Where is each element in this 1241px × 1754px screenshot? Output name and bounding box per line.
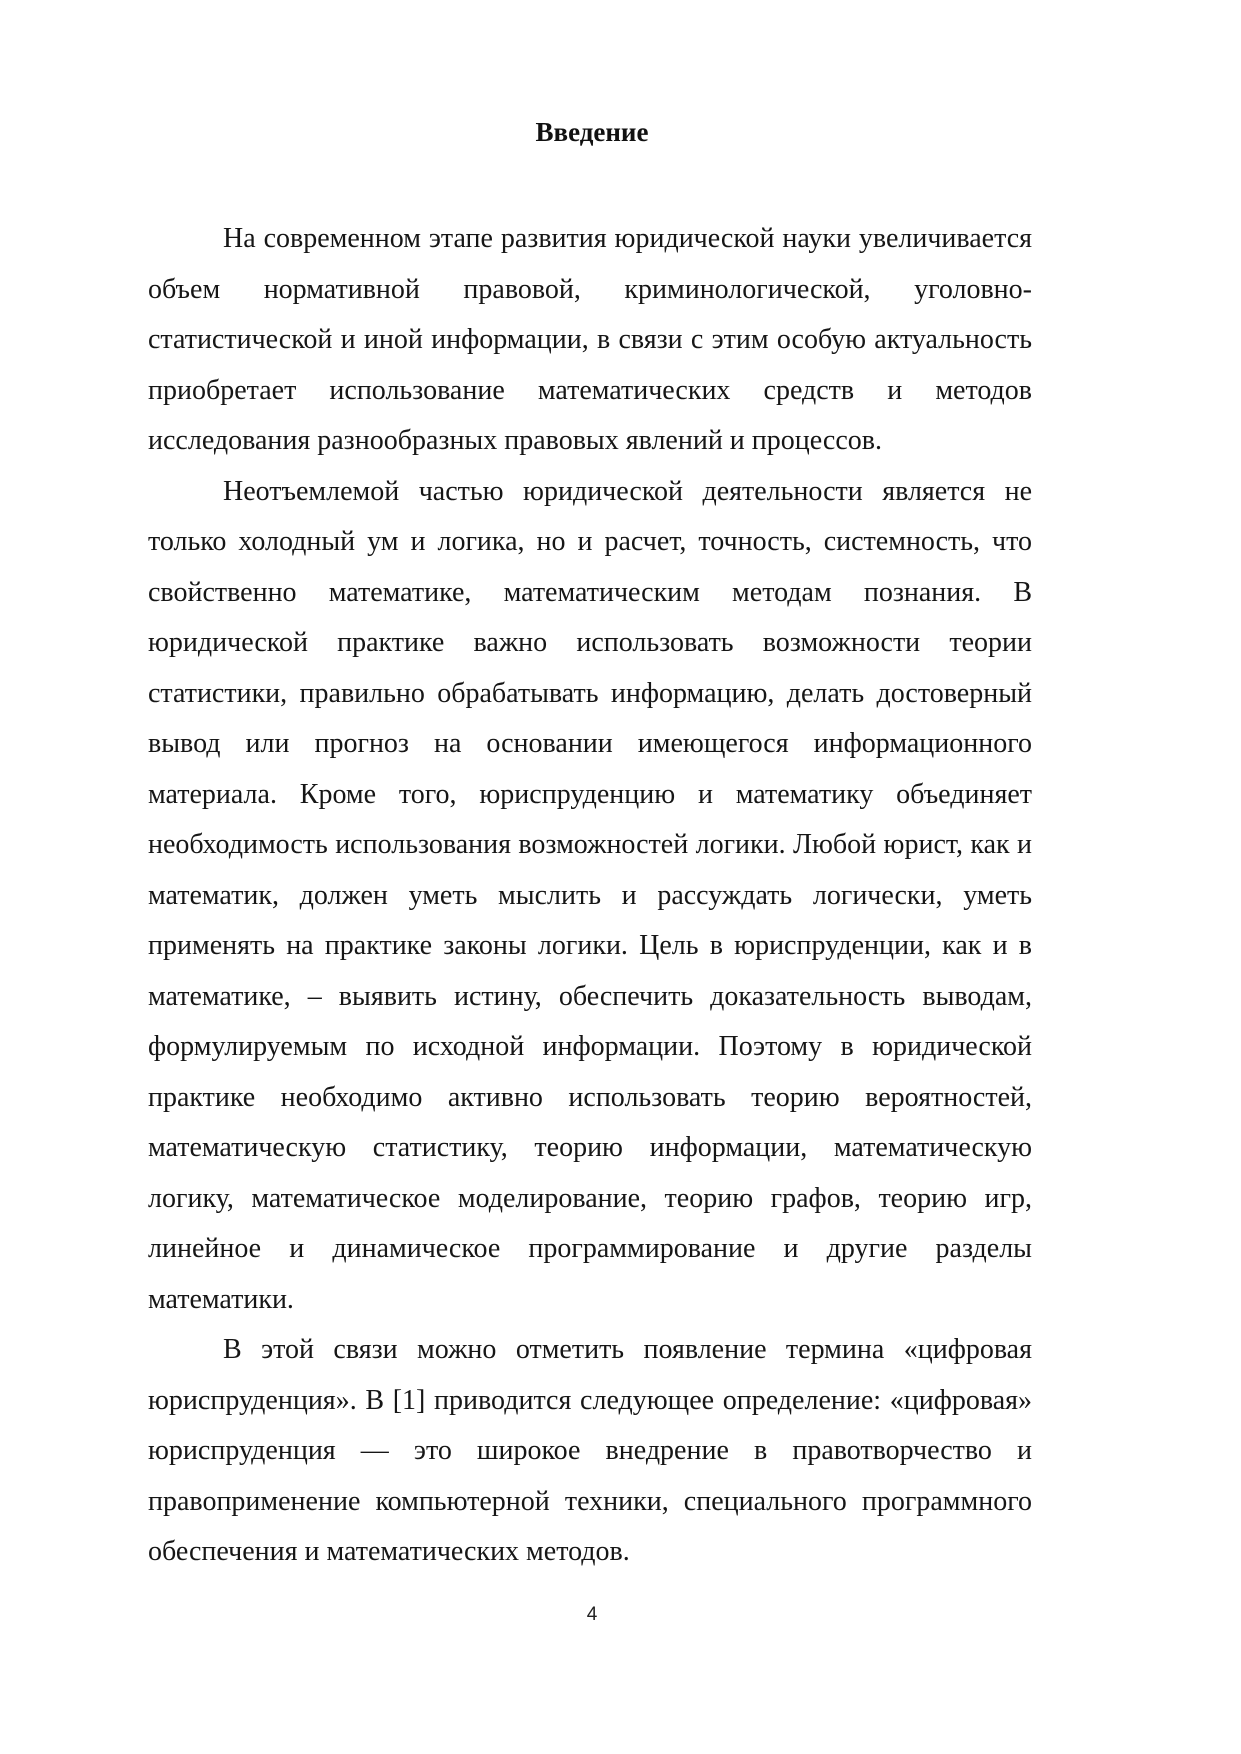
section-heading: Введение: [535, 117, 649, 147]
paragraph-3: В этой связи можно отметить появление термина «цифровая юриспруденция». В [1] приводится следующее определение: «цифровая» юриспруденция — это широкое внедрение в правотворчество и правоприменение компьютерной техники, специального программного обеспечения и математических методов.: [148, 1334, 1032, 1567]
paragraph-1: На современном этапе развития юридической науки увеличивается объем нормативной правовой, криминологической, уголовно-статистической и иной информации, в связи с этим особую актуальность приобретает использование математических средств и методов исследования разнообразных правовых явлений и процессов.: [148, 223, 1032, 456]
paragraph-2: Неотъемлемой частью юридической деятельности является не только холодный ум и логика, но и расчет, точность, системность, что свойственно математике, математическим методам познания. В юридической практике важно использовать возможности теории статистики, правильно обрабатывать информацию, делать достоверный вывод или прогноз на основании имеющегося информационного материала. Кроме того, юриспруденцию и математику объединяет необходимость использования возможностей логики. Любой юрист, как и математик, должен уметь мыслить и рассуждать логически, уметь применять на практике законы логики. Цель в юриспруденции, как и в математике, – выявить истину, обеспечить доказательность выводам, формулируемым по исходной информации. Поэтому в юридической практике необходимо активно использовать теорию вероятностей, математическую статистику, теорию информации, математическую логику, математическое моделирование, теорию графов, теорию игр, линейное и динамическое программирование и другие разделы математики.: [148, 475, 1032, 1315]
body-text: [148, 214, 1032, 1578]
page-number: 4: [586, 1604, 598, 1625]
